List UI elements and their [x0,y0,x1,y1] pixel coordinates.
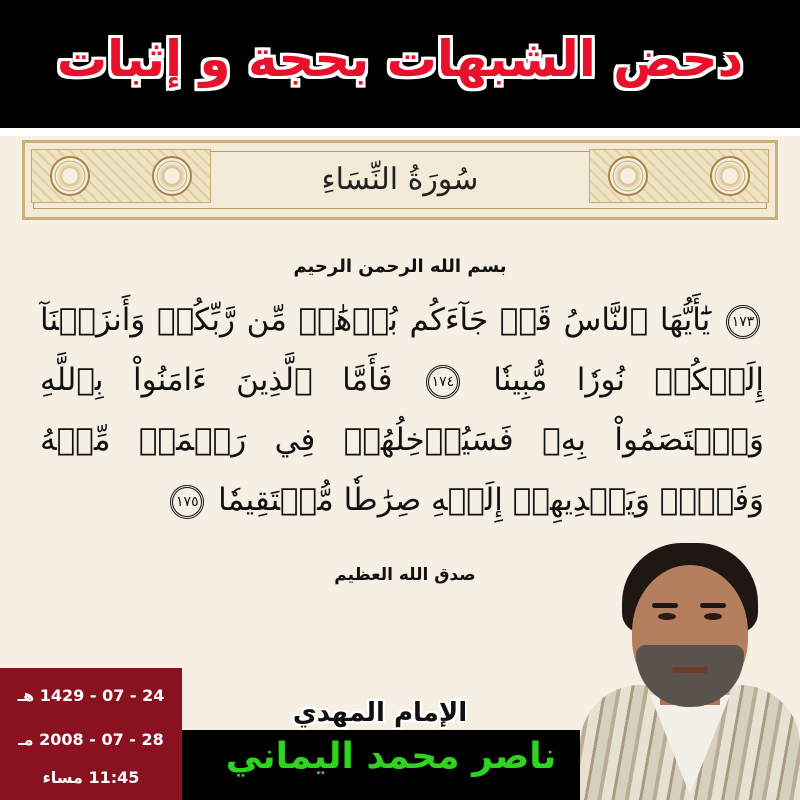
author-name: ناصر محمد اليماني [225,736,557,777]
banner-divider [0,128,800,136]
surah-title: سُورَةُ النِّسَاءِ [321,162,479,197]
verse-number: ١٧٥ [170,485,204,519]
rosette-icon [152,156,192,196]
hijri-date: 24 - 07 - 1429 هـ [17,686,165,705]
right-ornament [589,149,769,203]
verse-text-2: فَأَمَّا ٱلَّذِينَ ءَامَنُواْ بِٱللَّهِ وَٱعۡتَصَمُواْ بِهِۦ فَسَيُدۡخِلُهُمۡ فِي رَحۡمَةٖ مِّنۡهُ وَفَضۡلٖ وَيَهۡدِيهِمۡ إِلَيۡهِ صِرَٰطٗا مُّسۡتَقِيمٗا [40,362,764,518]
portrait-eye [704,613,722,620]
author-portrait [580,535,800,800]
verse-number: ١٧٣ [726,305,760,339]
portrait-brow [700,603,726,608]
verses-block [40,290,764,530]
portrait-mouth [672,667,708,673]
rosette-icon [50,156,90,196]
portrait-brow [652,603,678,608]
time-label: 11:45 مساء [42,768,140,787]
left-ornament [31,149,211,203]
rosette-icon [608,156,648,196]
closing-phrase: صدق الله العظيم [334,565,476,585]
rosette-icon [710,156,750,196]
portrait-eye [658,613,676,620]
basmala: بسم الله الرحمن الرحيم [293,256,507,277]
author-title: الإمام المهدي [292,698,468,728]
verse-text-1: يَٰٓأَيُّهَا ٱلنَّاسُ قَدۡ جَآءَكُم بُرۡهَٰنٞ مِّن رَّبِّكُمۡ وَأَنزَلۡنَآ إِلَيۡكُمۡ نُورٗا مُّبِينٗا [40,302,765,398]
surah-header-frame [22,140,778,220]
headline: دحض الشبهات بحجة و إثبات [56,30,744,88]
gregorian-date: 28 - 07 - 2008 مـ [18,730,164,749]
verse-number: ١٧٤ [426,365,460,399]
